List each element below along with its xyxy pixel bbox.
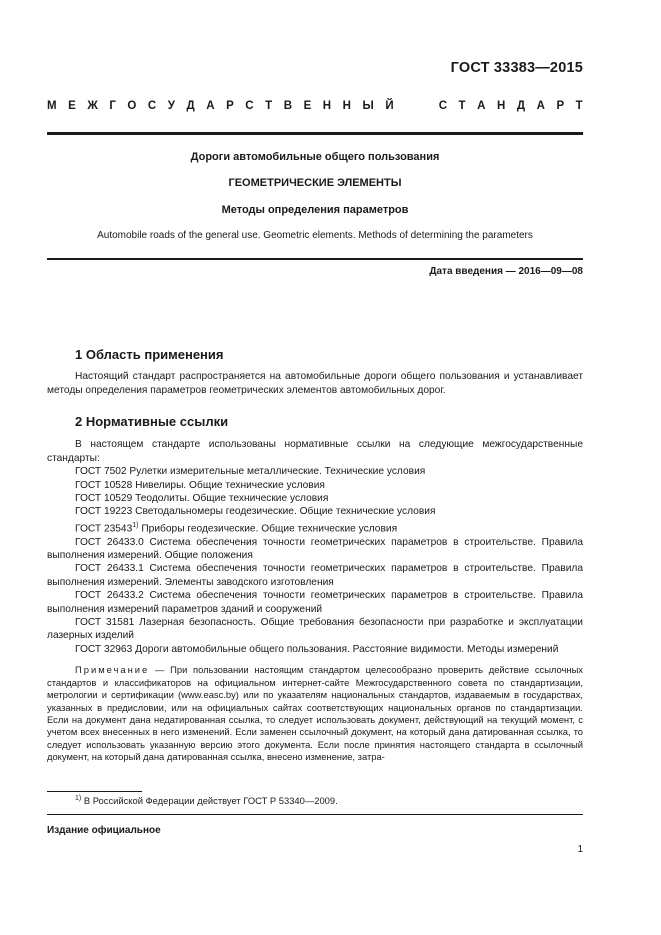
category-letter: Н [496, 100, 506, 112]
section-text: Настоящий стандарт распространяется на автомобильные дороги общего пользования и устанавливает методы определения параметров геометрических элементов автомобильных дорог. [47, 371, 583, 396]
reference-item: ГОСТ 19223 Светодальномеры геодезические. Общие технические условия [75, 506, 436, 518]
note-label: Примечание [75, 664, 150, 676]
category-letter: Е [303, 100, 312, 112]
title-english: Automobile roads of the general use. Geometric elements. Methods of determining the parameters [97, 230, 533, 241]
category-letter: Н [342, 100, 351, 112]
introduction-date: Дата введения — 2016—09—08 [429, 266, 583, 277]
category-letter: Г [109, 100, 116, 112]
category-letter: Й [385, 100, 394, 112]
section-intro: В настоящем стандарте использованы нормативные ссылки на следующие межгосударственные стандарты: [47, 439, 583, 464]
footer-rule [47, 814, 583, 815]
reference-title: Приборы геодезические. Общие технические условия [138, 523, 398, 535]
section-heading: 1 Область применения [75, 347, 224, 362]
category-letter: Ж [87, 100, 98, 112]
category-letter: А [477, 100, 486, 112]
category-letter: Н [322, 100, 332, 112]
page-number: 1 [577, 844, 583, 855]
footnote [75, 795, 338, 806]
word-gap [405, 100, 427, 112]
category-letter: Т [458, 100, 466, 112]
title-main: Дороги автомобильные общего пользования [190, 151, 440, 163]
document-designation: ГОСТ 33383—2015 [450, 60, 583, 76]
category-letter: Р [226, 100, 234, 112]
category-letter: Т [575, 100, 583, 112]
category-letter: С [438, 100, 447, 112]
category-letter: Р [556, 100, 565, 112]
footnote-separator [47, 791, 142, 792]
reference-item: ГОСТ 26433.0 Система обеспечения точности геометрических параметров в строительстве. Правила выполнения измерений. Общие положения [47, 536, 583, 562]
note-text: — При пользовании настоящим стандартом целесообразно проверить действие ссылочных стандартов и классификаторов на официальном интернет-сайте Межгосударственного совета по стандартизации, метрологии и сертификации (www.easc.by) или по указателям национальных стандартов, издаваемым в государствах, указанных в предисловии, или на официальных сайтах соответствующих национальных органов по стандартизации. Если на документ дана недатированная ссылка, то следует использовать документ, действующий на текущий момент, с учетом всех внесенных в него изменений. Если заменен ссылочный документ, на который дана датированная ссылка, то следует использовать указанную версию этого документа. Если после принятия настоящего стандарта в ссылочный документ, на который дана датированная ссылка, внесено изменение, затра- [47, 664, 583, 763]
title-sub: Методы определения параметров [221, 204, 409, 216]
category-letter: В [283, 100, 293, 112]
reference-item: ГОСТ 32963 Дороги автомобильные общего пользования. Расстояние видимости. Методы измерений [75, 643, 559, 655]
title-rule [47, 258, 583, 260]
category-letter: Ы [362, 100, 374, 112]
title-part: ГЕОМЕТРИЧЕСКИЕ ЭЛЕМЕНТЫ [228, 177, 402, 189]
section-scope [47, 348, 583, 397]
category-letter: С [147, 100, 157, 112]
category-letter: А [536, 100, 545, 112]
reference-item: ГОСТ 10528 Нивелиры. Общие технические условия [75, 479, 325, 491]
footnote-mark: 1) [132, 521, 139, 529]
category-letter: У [167, 100, 175, 112]
category-letter: Д [516, 100, 526, 112]
footnote-mark: 1) [75, 795, 82, 802]
category-letter: М [47, 100, 57, 112]
category-letter: Е [68, 100, 76, 112]
note [47, 664, 583, 763]
section-heading: 2 Нормативные ссылки [75, 414, 229, 429]
category-letter: Т [265, 100, 273, 112]
reference-code: ГОСТ 23543 [75, 523, 133, 535]
reference-item: ГОСТ 26433.2 Система обеспечения точности геометрических параметров в строительстве. Правила выполнения измерений параметров зданий и сооружений [47, 590, 583, 615]
standard-category [47, 100, 583, 112]
category-letter: С [245, 100, 254, 112]
reference-item: ГОСТ 7502 Рулетки измерительные металлические. Технические условия [75, 466, 426, 478]
reference-item [47, 519, 583, 536]
reference-item: ГОСТ 31581 Лазерная безопасность. Общие требования безопасности при разработке и эксплуатации лазерных изделий [47, 617, 583, 642]
edition-label: Издание официальное [47, 825, 161, 836]
reference-item: ГОСТ 10529 Теодолиты. Общие технические условия [75, 493, 329, 505]
reference-item: ГОСТ 26433.1 Система обеспечения точности геометрических параметров в строительстве. Правила выполнения измерений. Элементы заводского изготовления [47, 563, 583, 588]
section-references [47, 415, 583, 764]
category-letter: О [127, 100, 137, 112]
header-rule [47, 132, 583, 135]
category-letter: А [206, 100, 215, 112]
category-letter: Д [186, 100, 195, 112]
footnote-text: В Российской Федерации действует ГОСТ Р 53340—2009. [81, 795, 338, 807]
